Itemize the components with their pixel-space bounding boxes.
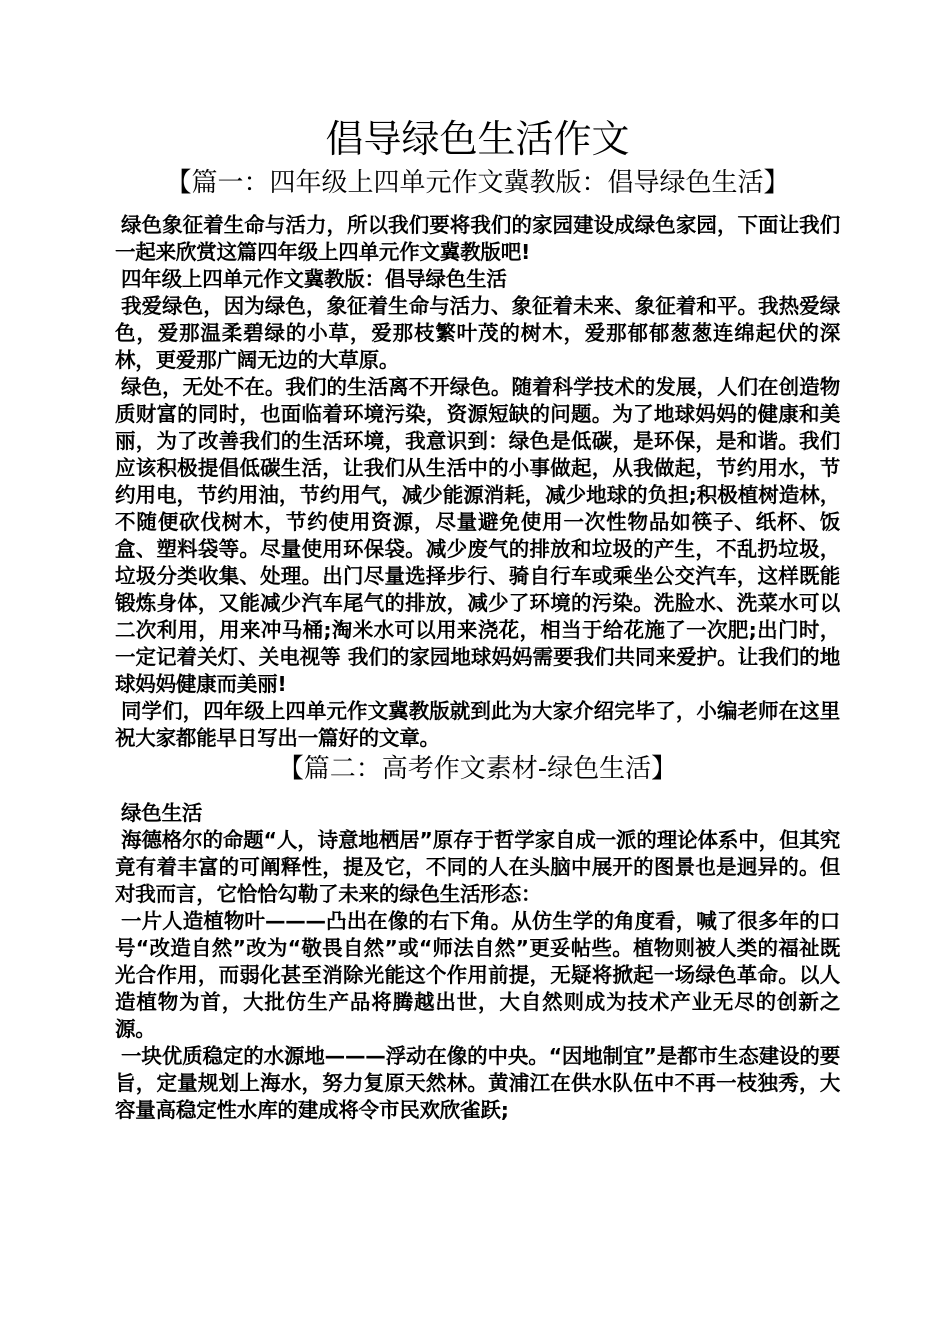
paragraph: 绿色，无处不在。我们的生活离不开绿色。随着科学技术的发展，人们在创造物质财富的同时，也面临着环境污染，资源短缺的问题。为了地球妈妈的健康和美丽，为了改善我们的生活环境，我意识到：绿色是低碳，是环保，是和谐。我们应该积极提倡低碳生活，让我们从生活中的小事做起，从我做起，节约用水，节约用电，节约用油，节约用气，减少能源消耗，减少地球的负担;积极植树造林，不随便砍伐树木，节约使用资源，尽量避免使用一次性物品如筷子、纸杯、饭盒、塑料袋等。尽量使用环保袋。减少废气的排放和垃圾的产生，不乱扔垃圾，垃圾分类收集、处理。出门尽量选择步行、骑自行车或乘坐公交汽车，这样既能锻炼身体，又能减少汽车尾气的排放，减少了环境的污染。洗脸水、洗菜水可以二次利用，用来冲马桶;淘米水可以用来浇花，相当于给花施了一次肥;出门时，一定记着关灯、关电视等 我们的家园地球妈妈需要我们共同来爱护。让我们的地球妈妈健康而美丽! — [115, 375, 840, 696]
paragraph: 我爱绿色，因为绿色，象征着生命与活力、象征着未来、象征着和平。我热爱绿色，爱那温柔碧绿的小草，爱那枝繁叶茂的树木，爱那郁郁葱葱连绵起伏的深林，更爱那广阔无边的大草原。 — [115, 294, 840, 372]
subheading: 绿色生活 — [121, 801, 203, 825]
paragraph: 海德格尔的命题“人，诗意地栖居”原存于哲学家自成一派的理论体系中，但其究竟有着丰富的可阐释性，提及它，不同的人在头脑中展开的图景也是迥异的。但对我而言，它恰恰勾勒了未来的绿色生活形态： — [115, 828, 840, 906]
section-heading-2: 【篇二：高考作文素材-绿色生活】 — [277, 754, 678, 784]
section-heading-1: 【篇一：四年级上四单元作文冀教版：倡导绿色生活】 — [165, 168, 790, 198]
document-title: 倡导绿色生活作文 — [325, 117, 630, 161]
paragraph: 同学们，四年级上四单元作文冀教版就到此为大家介绍完毕了，小编老师在这里祝大家都能早日写出一篇好的文章。 — [115, 699, 840, 750]
paragraph: 一块优质稳定的水源地———浮动在像的中央。“因地制宜”是都市生态建设的要旨，定量规划上海水，努力复原天然林。黄浦江在供水队伍中不再一枝独秀，大容量高稳定性水库的建成将令市民欢欣雀跃; — [115, 1044, 840, 1122]
paragraph: 绿色象征着生命与活力，所以我们要将我们的家园建设成绿色家园，下面让我们一起来欣赏这篇四年级上四单元作文冀教版吧! — [115, 213, 840, 264]
paragraph: 四年级上四单元作文冀教版：倡导绿色生活 — [121, 267, 507, 291]
document-page — [115, 112, 840, 1124]
paragraph: 一片人造植物叶———凸出在像的右下角。从仿生学的角度看，喊了很多年的口号“改造自然”改为“敬畏自然”或“师法自然”更妥帖些。植物则被人类的福祉既光合作用，而弱化甚至消除光能这个作用前提，无疑将掀起一场绿色革命。以人造植物为首，大批仿生产品将腾越出世，大自然则成为技术产业无尽的创新之源。 — [115, 909, 840, 1041]
